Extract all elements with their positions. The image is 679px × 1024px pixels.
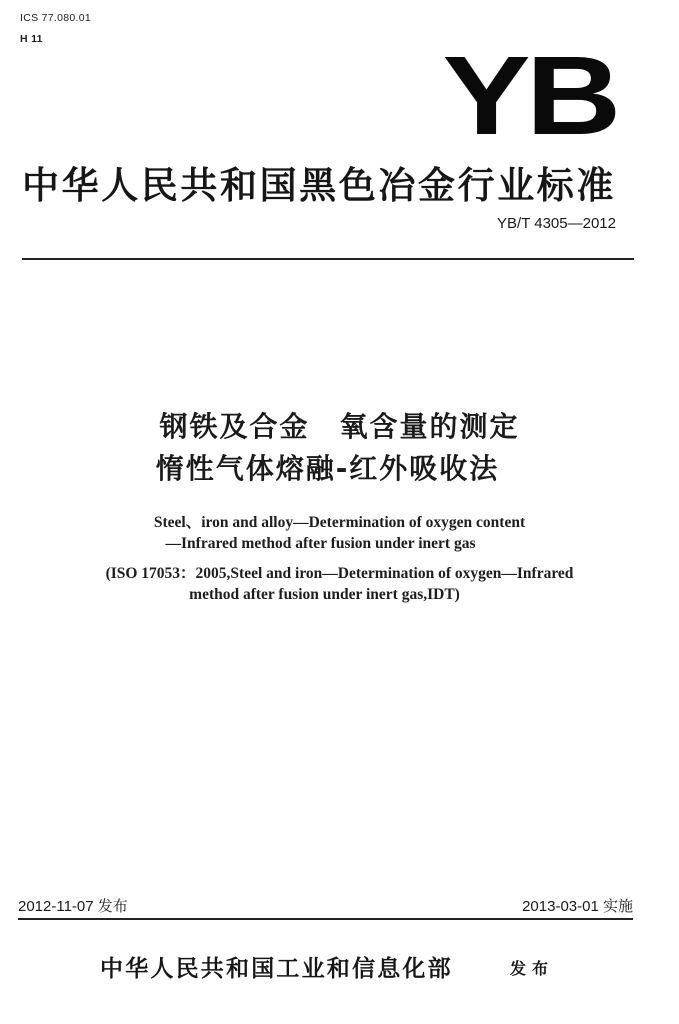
- implementation-date: 2013-03-01 实施: [522, 898, 633, 915]
- footer-divider: [18, 918, 633, 920]
- ics-code: ICS 77.080.01: [20, 12, 92, 24]
- classification-code: H 11: [20, 33, 43, 45]
- english-title-line-2: —Infrared method after fusion under inert gas: [165, 535, 476, 552]
- issue-date: 2012-11-07 发布: [18, 898, 128, 915]
- header-divider: [22, 258, 634, 260]
- chinese-title-line-2: 惰性气体熔融-红外吸收法: [155, 452, 500, 485]
- iso-reference-line-1: (ISO 17053：2005,Steel and iron—Determination of oxygen—Infrared: [105, 565, 574, 582]
- issuing-authority: 中华人民共和国工业和信息化部: [100, 956, 453, 982]
- iso-reference-line-2: method after fusion under inert gas,IDT): [189, 586, 460, 603]
- issue-label: 发布: [510, 959, 555, 978]
- yb-logo: YB: [442, 33, 617, 158]
- standard-category-title: 中华人民共和国黑色冶金行业标准: [22, 164, 616, 207]
- chinese-title-line-1: 钢铁及合金 氧含量的测定: [159, 410, 520, 443]
- standard-number: YB/T 4305—2012: [497, 215, 616, 232]
- english-title-line-1: Steel、iron and alloy—Determination of oxygen content: [153, 514, 526, 531]
